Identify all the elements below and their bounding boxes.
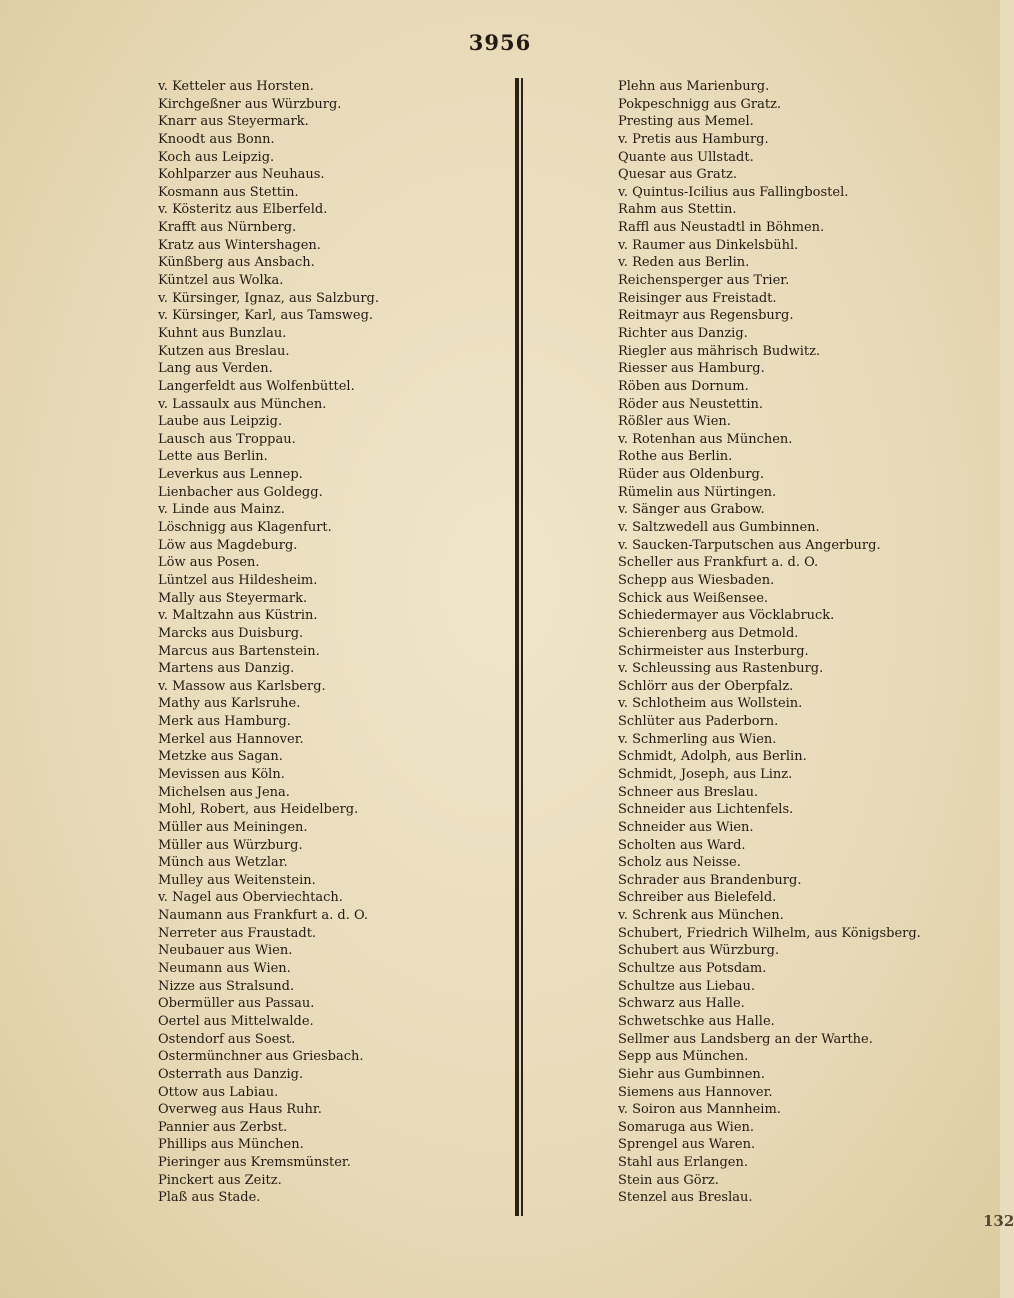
list-item: Schick aus Weißensee.	[618, 590, 769, 606]
list-item: Löschnigg aus Klagenfurt.	[158, 520, 332, 536]
list-item: Lang aus Verden.	[158, 361, 273, 377]
list-item: Scholz aus Neisse.	[618, 855, 741, 871]
list-item: Merk aus Hamburg.	[158, 714, 291, 730]
list-item: Oertel aus Mittelwalde.	[158, 1013, 314, 1029]
list-item: Quante aus Ullstadt.	[618, 149, 754, 165]
list-item: Sprengel aus Waren.	[618, 1137, 756, 1153]
list-item: v. Rotenhan aus München.	[618, 431, 793, 447]
list-item: Laube aus Leipzig.	[158, 414, 283, 430]
list-item: Schwarz aus Halle.	[618, 996, 745, 1012]
list-item: Scheller aus Frankfurt a. d. O.	[618, 555, 819, 571]
list-item: v. Ketteler aus Horsten.	[158, 79, 314, 94]
list-item: Plehn aus Marienburg.	[618, 79, 770, 94]
list-item: Ostermünchner aus Griesbach.	[158, 1049, 364, 1065]
list-item: v. Pretis aus Hamburg.	[618, 131, 769, 147]
list-item: v. Schleussing aus Rastenburg.	[618, 661, 824, 677]
list-item: Schlörr aus der Oberpfalz.	[618, 678, 794, 694]
page-number: 3956	[468, 30, 532, 55]
list-item: Martens aus Danzig.	[158, 661, 295, 677]
list-item: Pieringer aus Kremsmünster.	[158, 1155, 351, 1171]
list-item: Ottow aus Labiau.	[158, 1084, 279, 1100]
left-name-column	[158, 78, 503, 1207]
list-item: Ostendorf aus Soest.	[158, 1031, 296, 1047]
list-item: Kirchgeßner aus Würzburg.	[158, 96, 342, 112]
list-item: Schultze aus Potsdam.	[618, 961, 767, 977]
list-item: Neubauer aus Wien.	[158, 943, 293, 959]
list-item: v. Sänger aus Grabow.	[618, 502, 765, 518]
list-item: Sellmer aus Landsberg an der Warthe.	[618, 1031, 873, 1047]
list-item: Pokpeschnigg aus Gratz.	[618, 96, 782, 112]
list-item: Mevissen aus Köln.	[158, 766, 285, 782]
list-item: Schneider aus Lichtenfels.	[618, 802, 794, 818]
list-item: Mathy aus Karlsruhe.	[158, 696, 301, 712]
list-item: v. Quintus-Icilius aus Fallingbostel.	[618, 184, 849, 200]
list-item: Schubert, Friedrich Wilhelm, aus Königsberg.	[618, 925, 921, 941]
list-item: Koch aus Leipzig.	[158, 149, 275, 165]
list-item: Kuhnt aus Bunzlau.	[158, 325, 287, 341]
list-item: v. Schrenk aus München.	[618, 908, 784, 924]
list-item: Nizze aus Stralsund.	[158, 978, 295, 994]
list-item: Riegler aus mährisch Budwitz.	[618, 343, 821, 359]
list-item: Mulley aus Weitenstein.	[158, 872, 316, 888]
list-item: v. Schmerling aus Wien.	[618, 731, 777, 747]
list-item: v. Nagel aus Oberviechtach.	[158, 890, 343, 906]
list-item: Marcks aus Duisburg.	[158, 625, 304, 641]
list-item: Nerreter aus Fraustadt.	[158, 925, 317, 941]
list-item: Knarr aus Steyermark.	[158, 114, 309, 130]
list-item: Riesser aus Hamburg.	[618, 361, 765, 377]
list-item: Phillips aus München.	[158, 1137, 304, 1153]
list-item: Rößler aus Wien.	[618, 414, 731, 430]
list-item: Müller aus Meiningen.	[158, 819, 308, 835]
right-name-column	[618, 78, 978, 1207]
list-item: Schmidt, Joseph, aus Linz.	[618, 766, 793, 782]
list-item: Kutzen aus Breslau.	[158, 343, 290, 359]
list-item: Knoodt aus Bonn.	[158, 131, 275, 147]
list-item: Scholten aus Ward.	[618, 837, 746, 853]
list-item: v. Kürsinger, Ignaz, aus Salzburg.	[158, 290, 379, 306]
list-item: v. Saucken-Tarputschen aus Angerburg.	[618, 537, 881, 553]
list-item: Schmidt, Adolph, aus Berlin.	[618, 749, 807, 765]
list-item: Reichensperger aus Trier.	[618, 273, 790, 289]
list-item: v. Maltzahn aus Küstrin.	[158, 608, 318, 624]
list-item: Reitmayr aus Regensburg.	[618, 308, 794, 324]
list-item: Somaruga aus Wien.	[618, 1119, 755, 1135]
list-item: Künßberg aus Ansbach.	[158, 255, 315, 271]
list-item: Michelsen aus Jena.	[158, 784, 290, 800]
list-item: Neumann aus Wien.	[158, 961, 291, 977]
list-item: Stein aus Görz.	[618, 1172, 719, 1188]
list-item: Richter aus Danzig.	[618, 325, 748, 341]
list-item: Schlüter aus Paderborn.	[618, 714, 779, 730]
list-item: Rahm aus Stettin.	[618, 202, 737, 218]
list-item: Sepp aus München.	[618, 1049, 749, 1065]
list-item: Pannier aus Zerbst.	[158, 1119, 288, 1135]
list-item: Kosmann aus Stettin.	[158, 184, 299, 200]
list-item: Lienbacher aus Goldegg.	[158, 484, 323, 500]
list-item: v. Saltzwedell aus Gumbinnen.	[618, 520, 820, 536]
list-item: Obermüller aus Passau.	[158, 996, 315, 1012]
list-item: Osterrath aus Danzig.	[158, 1066, 304, 1082]
list-item: v. Reden aus Berlin.	[618, 255, 750, 271]
list-item: Reisinger aus Freistadt.	[618, 290, 777, 306]
list-item: v. Soiron aus Mannheim.	[618, 1102, 781, 1118]
list-item: Mally aus Steyermark.	[158, 590, 308, 606]
list-item: Schneider aus Wien.	[618, 819, 754, 835]
list-item: Stenzel aus Breslau.	[618, 1190, 753, 1206]
list-item: Merkel aus Hannover.	[158, 731, 304, 747]
list-item: v. Raumer aus Dinkelsbühl.	[618, 237, 799, 253]
list-item: Löw aus Posen.	[158, 555, 260, 571]
list-item: v. Lassaulx aus München.	[158, 396, 327, 412]
list-item: Rothe aus Berlin.	[618, 449, 733, 465]
list-item: Schreiber aus Bielefeld.	[618, 890, 777, 906]
list-item: Kohlparzer aus Neuhaus.	[158, 167, 325, 183]
list-item: Röben aus Dornum.	[618, 378, 749, 394]
list-item: Lüntzel aus Hildesheim.	[158, 572, 318, 588]
list-item: Naumann aus Frankfurt a. d. O.	[158, 908, 368, 924]
list-item: Pinckert aus Zeitz.	[158, 1172, 282, 1188]
list-item: Schwetschke aus Halle.	[618, 1013, 775, 1029]
list-item: Rüder aus Oldenburg.	[618, 467, 765, 483]
list-item: v. Kürsinger, Karl, aus Tamsweg.	[158, 308, 374, 324]
list-item: Leverkus aus Lennep.	[158, 467, 303, 483]
list-item: Röder aus Neustettin.	[618, 396, 764, 412]
list-item: Presting aus Memel.	[618, 114, 754, 130]
list-item: v. Massow aus Karlsberg.	[158, 678, 326, 694]
list-item: Schubert aus Würzburg.	[618, 943, 780, 959]
list-item: Schepp aus Wiesbaden.	[618, 572, 775, 588]
list-item: Metzke aus Sagan.	[158, 749, 283, 765]
list-item: Schirmeister aus Insterburg.	[618, 643, 809, 659]
list-item: Raffl aus Neustadtl in Böhmen.	[618, 220, 825, 236]
list-item: Schneer aus Breslau.	[618, 784, 759, 800]
list-item: Overweg aus Haus Ruhr.	[158, 1102, 322, 1118]
list-item: Marcus aus Bartenstein.	[158, 643, 320, 659]
list-item: Müller aus Würzburg.	[158, 837, 303, 853]
list-item: Schultze aus Liebau.	[618, 978, 755, 994]
list-item: Kratz aus Wintershagen.	[158, 237, 321, 253]
list-item: Münch aus Wetzlar.	[158, 855, 288, 871]
list-item: Plaß aus Stade.	[158, 1190, 261, 1206]
list-item: Rümelin aus Nürtingen.	[618, 484, 777, 500]
list-item: Schierenberg aus Detmold.	[618, 625, 799, 641]
list-item: Lausch aus Troppau.	[158, 431, 296, 447]
list-item: Löw aus Magdeburg.	[158, 537, 298, 553]
list-item: Siehr aus Gumbinnen.	[618, 1066, 765, 1082]
list-item: Siemens aus Hannover.	[618, 1084, 773, 1100]
list-item: Lette aus Berlin.	[158, 449, 268, 465]
list-item: Schrader aus Brandenburg.	[618, 872, 802, 888]
list-item: Mohl, Robert, aus Heidelberg.	[158, 802, 359, 818]
list-item: v. Kösteritz aus Elberfeld.	[158, 202, 328, 218]
column-divider-rule	[515, 78, 519, 1216]
list-item: v. Schlotheim aus Wollstein.	[618, 696, 803, 712]
list-item: Langerfeldt aus Wolfenbüttel.	[158, 378, 355, 394]
list-item: Krafft aus Nürnberg.	[158, 220, 297, 236]
list-item: Stahl aus Erlangen.	[618, 1155, 748, 1171]
list-item: Küntzel aus Wolka.	[158, 273, 284, 289]
list-item: v. Linde aus Mainz.	[158, 502, 285, 518]
list-item: Quesar aus Gratz.	[618, 167, 737, 183]
list-item: Schiedermayer aus Vöcklabruck.	[618, 608, 835, 624]
page-edge-mark: 132	[983, 1212, 1014, 1230]
